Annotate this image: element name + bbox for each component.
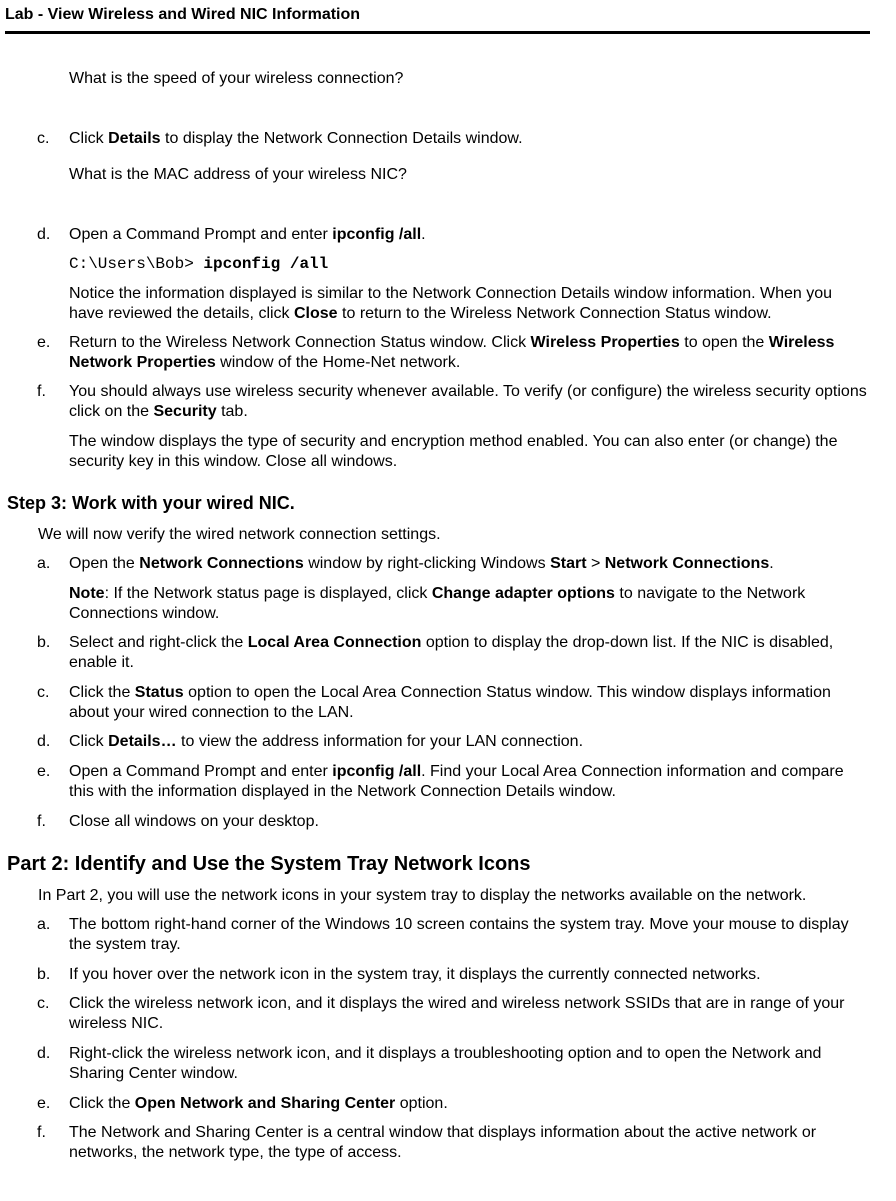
question-mac-address: What is the MAC address of your wireless NIC? — [69, 166, 407, 183]
item-text: You should always use wireless security whenever available. To verify (or configure) the wireless security options click on the Security tab. — [69, 383, 867, 420]
item-label: e. — [37, 1095, 51, 1112]
security-window-paragraph: The window displays the type of security and encryption method enabled. You can also enter (or change) the security key in this window. Close all windows. — [69, 433, 838, 470]
part-2-intro: In Part 2, you will use the network icons in your system tray to display the networks available on the network. — [38, 887, 807, 904]
note-paragraph: Note: If the Network status page is displayed, click Change adapter options to navigate to the Network Connections window. — [69, 585, 806, 622]
item-label: c. — [37, 995, 50, 1012]
notice-paragraph: Notice the information displayed is similar to the Network Connection Details window information. When you have reviewed the details, click Close to return to the Wireless Network Connection Status window. — [69, 285, 833, 322]
item-label: f. — [37, 1124, 46, 1141]
item-label: c. — [37, 684, 50, 701]
item-label: d. — [37, 733, 51, 750]
item-text: The bottom right-hand corner of the Windows 10 screen contains the system tray. Move your mouse to display the system tray. — [69, 916, 849, 953]
page-header — [5, 5, 870, 34]
item-text: Click the wireless network icon, and it displays the wired and wireless network SSIDs that are in range of your wireless NIC. — [69, 995, 845, 1032]
question-wireless-speed: What is the speed of your wireless connection? — [69, 70, 404, 87]
item-label: f. — [37, 813, 46, 830]
item-text: Click the Open Network and Sharing Center option. — [69, 1095, 448, 1112]
item-label: a. — [37, 916, 51, 933]
item-text: Return to the Wireless Network Connection Status window. Click Wireless Properties to open the Wireless Network Properties window of the Home-Net network. — [69, 334, 835, 371]
item-text: Select and right-click the Local Area Connection option to display the drop-down list. If the NIC is disabled, enable it. — [69, 634, 834, 671]
item-label: b. — [37, 966, 51, 983]
item-text: Click Details to display the Network Connection Details window. — [69, 130, 523, 147]
item-label: d. — [37, 226, 51, 243]
item-text: Click Details… to view the address information for your LAN connection. — [69, 733, 584, 750]
item-text: Open the Network Connections window by right-clicking Windows Start > Network Connections. — [69, 555, 774, 572]
item-label: e. — [37, 334, 51, 351]
item-text: If you hover over the network icon in the system tray, it displays the currently connected networks. — [69, 966, 761, 983]
item-label: d. — [37, 1045, 51, 1062]
item-text: The Network and Sharing Center is a central window that displays information about the active network or networks, the network type, the type of access. — [69, 1124, 817, 1161]
part-2-heading: Part 2: Identify and Use the System Tray Network Icons — [7, 853, 531, 875]
item-text: Open a Command Prompt and enter ipconfig /all. Find your Local Area Connection information and compare this with the information displayed in the Network Connection Details window. — [69, 763, 844, 800]
item-text: Close all windows on your desktop. — [69, 813, 319, 830]
step-3-intro: We will now verify the wired network connection settings. — [38, 526, 441, 543]
item-label: b. — [37, 634, 51, 651]
header-title: Lab - View Wireless and Wired NIC Information — [5, 6, 361, 23]
item-label: c. — [37, 130, 50, 147]
item-text: Click the Status option to open the Local Area Connection Status window. This window displays information about your wired connection to the LAN. — [69, 684, 831, 721]
item-label: e. — [37, 763, 51, 780]
code-example-ipconfig: C:\Users\Bob> ipconfig /all — [69, 255, 329, 273]
item-label: f. — [37, 383, 46, 400]
item-label: a. — [37, 555, 51, 572]
item-text: Right-click the wireless network icon, and it displays a troubleshooting option and to open the Network and Sharing Center window. — [69, 1045, 822, 1082]
step-3-heading: Step 3: Work with your wired NIC. — [7, 493, 295, 513]
item-text: Open a Command Prompt and enter ipconfig /all. — [69, 226, 426, 243]
